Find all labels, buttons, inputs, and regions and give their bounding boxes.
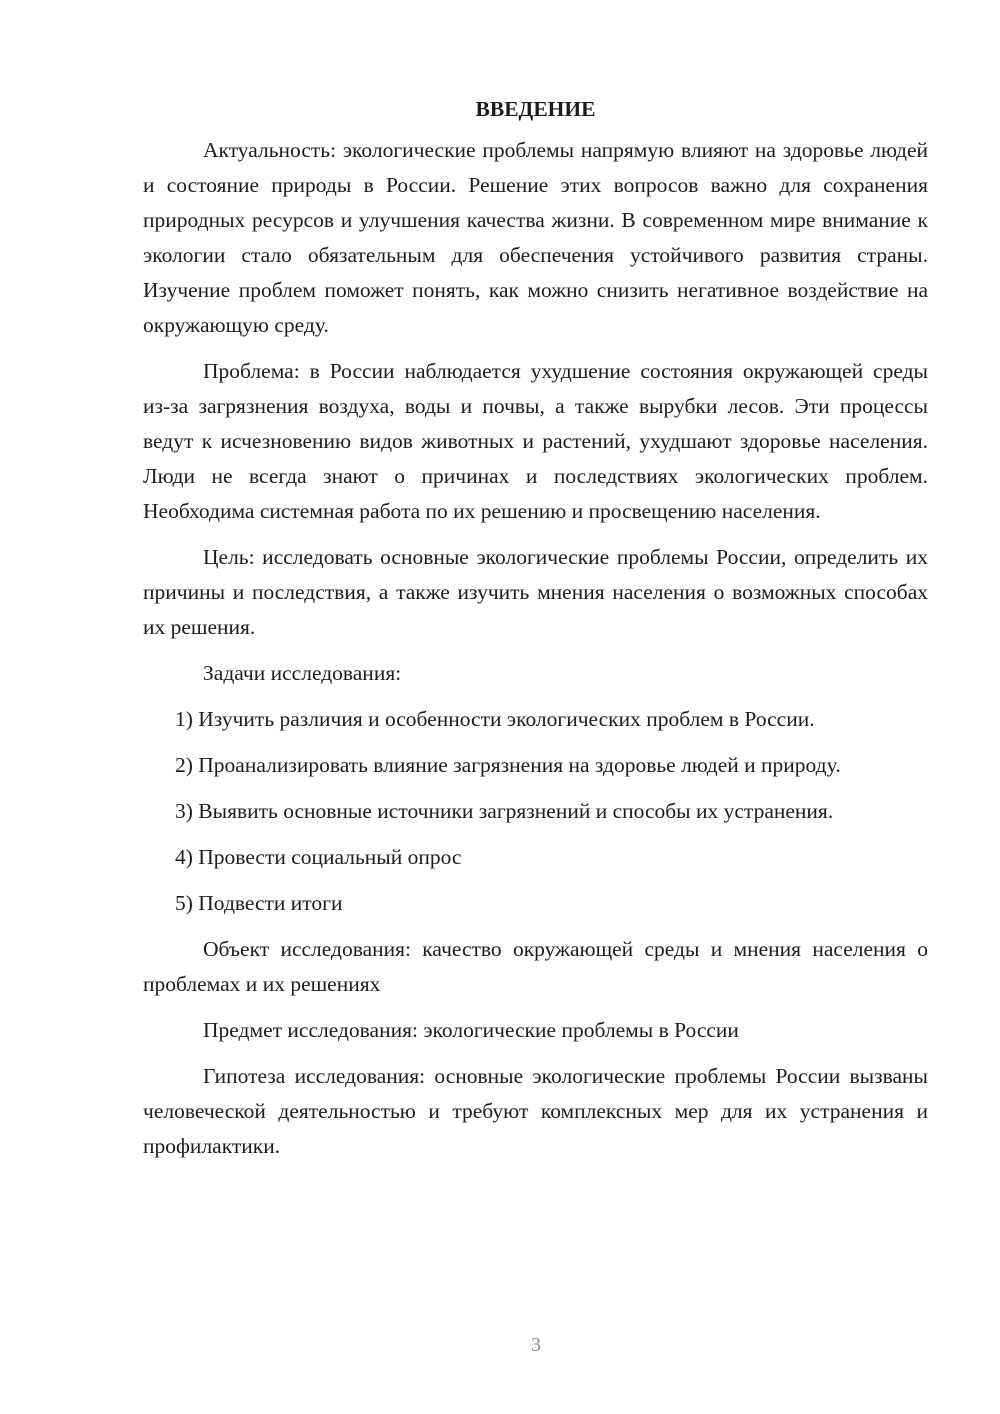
page-content: [143, 92, 928, 1175]
task-item-2: 2) Проанализировать влияние загрязнения на здоровье людей и природу.: [175, 753, 841, 777]
page-number: 3: [531, 1334, 541, 1356]
paragraph-relevance: Актуальность: экологические проблемы напрямую влияют на здоровье людей и состояние природы в России. Решение этих вопросов важно для сохранения природных ресурсов и улучшения качества жизни. В современном мире внимание к экологии стало обязательным для обеспечения устойчивого развития страны. Изучение проблем поможет понять, как можно снизить негативное воздействие на окружающую среду.: [143, 138, 928, 337]
paragraph-object: Объект исследования: качество окружающей среды и мнения населения о проблемах и их решениях: [143, 937, 928, 996]
paragraph-hypothesis: Гипотеза исследования: основные экологические проблемы России вызваны человеческой деятельностью и требуют комплексных мер для их устранения и профилактики.: [143, 1064, 928, 1158]
paragraph-problem: Проблема: в России наблюдается ухудшение состояния окружающей среды из-за загрязнения воздуха, воды и почвы, а также вырубки лесов. Эти процессы ведут к исчезновению видов животных и растений, ухудшают здоровье населения. Люди не всегда знают о причинах и последствиях экологических проблем. Необходима системная работа по их решению и просвещению населения.: [143, 359, 928, 523]
task-item-4: 4) Провести социальный опрос: [175, 845, 462, 869]
paragraph-goal: Цель: исследовать основные экологические проблемы России, определить их причины и последствия, а также изучить мнения населения о возможных способах их решения.: [143, 545, 928, 639]
task-item-1: 1) Изучить различия и особенности экологических проблем в России.: [175, 707, 815, 731]
paragraph-tasks-intro: Задачи исследования:: [203, 661, 402, 685]
section-heading: ВВЕДЕНИЕ: [475, 97, 596, 121]
task-item-3: 3) Выявить основные источники загрязнений и способы их устранения.: [175, 799, 834, 823]
task-item-5: 5) Подвести итоги: [175, 891, 343, 915]
paragraph-subject: Предмет исследования: экологические проблемы в России: [203, 1018, 739, 1042]
